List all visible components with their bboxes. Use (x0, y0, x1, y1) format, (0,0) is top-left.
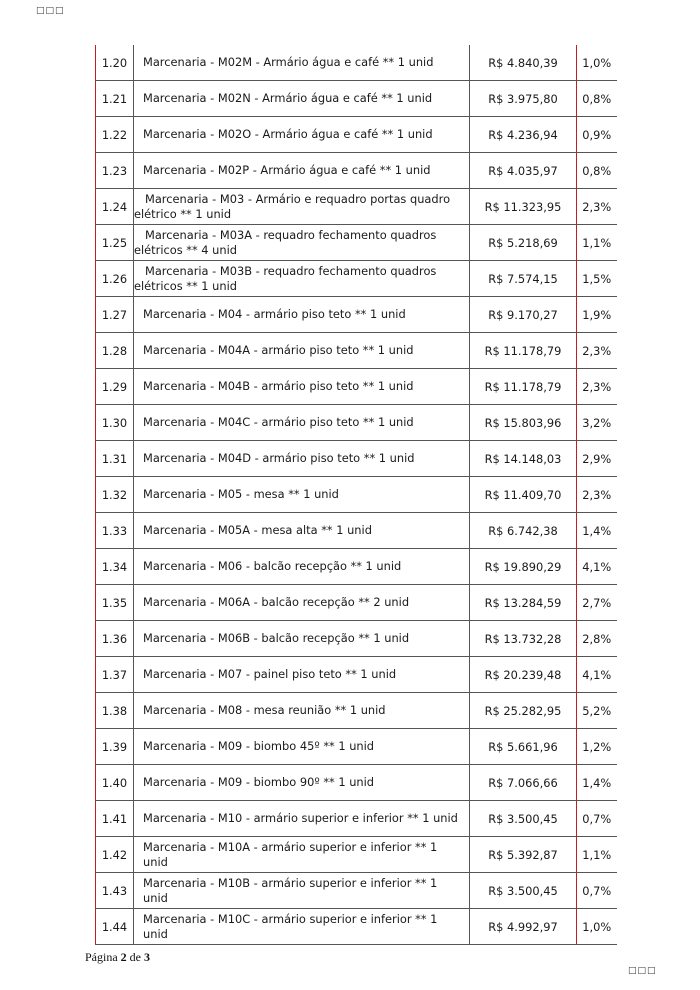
item-description-cell: Marcenaria - M09 - biombo 45º ** 1 unid (134, 729, 470, 765)
item-description-cell: Marcenaria - M03A - requadro fechamento quadros elétricos ** 4 unid (134, 225, 470, 261)
table-row (96, 297, 617, 333)
item-percentage-cell: 2,9% (577, 441, 617, 477)
item-percentage-cell: 2,8% (577, 621, 617, 657)
table-row (96, 441, 617, 477)
page-number-footer (85, 950, 150, 965)
item-price-cell: R$ 25.282,95 (470, 693, 577, 729)
table-row (96, 477, 617, 513)
item-price-cell: R$ 15.803,96 (470, 405, 577, 441)
item-number-cell: 1.41 (96, 801, 134, 837)
item-percentage-cell: 2,3% (577, 333, 617, 369)
item-percentage-cell: 4,1% (577, 657, 617, 693)
item-price-cell: R$ 5.218,69 (470, 225, 577, 261)
item-number-cell: 1.21 (96, 81, 134, 117)
item-description-cell: Marcenaria - M09 - biombo 90º ** 1 unid (134, 765, 470, 801)
item-number-cell: 1.32 (96, 477, 134, 513)
item-price-cell: R$ 11.178,79 (470, 369, 577, 405)
table-row (96, 369, 617, 405)
item-price-cell: R$ 4.035,97 (470, 153, 577, 189)
item-number-cell: 1.29 (96, 369, 134, 405)
item-percentage-cell: 1,1% (577, 837, 617, 873)
item-price-cell: R$ 6.742,38 (470, 513, 577, 549)
item-percentage-cell: 2,3% (577, 477, 617, 513)
item-number-cell: 1.36 (96, 621, 134, 657)
item-percentage-cell: 0,7% (577, 873, 617, 909)
item-description-cell: Marcenaria - M08 - mesa reunião ** 1 unid (134, 693, 470, 729)
item-price-cell: R$ 19.890,29 (470, 549, 577, 585)
item-percentage-cell: 1,1% (577, 225, 617, 261)
item-price-cell: R$ 4.992,97 (470, 909, 577, 945)
item-price-cell: R$ 5.661,96 (470, 729, 577, 765)
item-number-cell: 1.26 (96, 261, 134, 297)
item-number-cell: 1.34 (96, 549, 134, 585)
budget-items-table (95, 45, 617, 945)
item-number-cell: 1.33 (96, 513, 134, 549)
item-percentage-cell: 1,0% (577, 909, 617, 945)
item-price-cell: R$ 11.178,79 (470, 333, 577, 369)
total-pages-number: 3 (144, 950, 150, 964)
table-row (96, 873, 617, 909)
item-percentage-cell: 1,0% (577, 45, 617, 81)
item-percentage-cell: 0,7% (577, 801, 617, 837)
item-price-cell: R$ 4.840,39 (470, 45, 577, 81)
item-price-cell: R$ 7.574,15 (470, 261, 577, 297)
item-description-cell: Marcenaria - M04D - armário piso teto ** 1 unid (134, 441, 470, 477)
item-price-cell: R$ 4.236,94 (470, 117, 577, 153)
table-row (96, 405, 617, 441)
table-row (96, 513, 617, 549)
item-description-cell: Marcenaria - M02N - Armário água e café ** 1 unid (134, 81, 470, 117)
table-row (96, 909, 617, 945)
item-percentage-cell: 1,2% (577, 729, 617, 765)
table-row (96, 765, 617, 801)
item-percentage-cell: 4,1% (577, 549, 617, 585)
item-price-cell: R$ 3.500,45 (470, 873, 577, 909)
item-number-cell: 1.43 (96, 873, 134, 909)
item-description-cell: Marcenaria - M02O - Armário água e café ** 1 unid (134, 117, 470, 153)
table-body (96, 45, 617, 945)
item-price-cell: R$ 7.066,66 (470, 765, 577, 801)
table-row (96, 261, 617, 297)
table-row (96, 549, 617, 585)
item-price-cell: R$ 9.170,27 (470, 297, 577, 333)
item-description-cell: Marcenaria - M03 - Armário e requadro portas quadro elétrico ** 1 unid (134, 189, 470, 225)
item-number-cell: 1.39 (96, 729, 134, 765)
table-row (96, 837, 617, 873)
item-description-cell: Marcenaria - M05A - mesa alta ** 1 unid (134, 513, 470, 549)
item-description-cell: Marcenaria - M10C - armário superior e inferior ** 1 unid (134, 909, 470, 945)
item-description-cell: Marcenaria - M02M - Armário água e café ** 1 unid (134, 45, 470, 81)
table-row (96, 657, 617, 693)
item-price-cell: R$ 3.975,80 (470, 81, 577, 117)
item-description-cell: Marcenaria - M02P - Armário água e café ** 1 unid (134, 153, 470, 189)
item-percentage-cell: 2,7% (577, 585, 617, 621)
item-percentage-cell: 1,5% (577, 261, 617, 297)
item-price-cell: R$ 3.500,45 (470, 801, 577, 837)
item-percentage-cell: 0,8% (577, 81, 617, 117)
table-row (96, 801, 617, 837)
table-row (96, 693, 617, 729)
item-price-cell: R$ 20.239,48 (470, 657, 577, 693)
table-row (96, 729, 617, 765)
item-description-cell: Marcenaria - M04A - armário piso teto ** 1 unid (134, 333, 470, 369)
item-number-cell: 1.37 (96, 657, 134, 693)
page-word: Página (85, 950, 118, 964)
table-row (96, 153, 617, 189)
item-percentage-cell: 5,2% (577, 693, 617, 729)
item-number-cell: 1.42 (96, 837, 134, 873)
item-description-cell: Marcenaria - M04 - armário piso teto ** 1 unid (134, 297, 470, 333)
item-description-cell: Marcenaria - M10 - armário superior e inferior ** 1 unid (134, 801, 470, 837)
item-percentage-cell: 1,4% (577, 765, 617, 801)
item-percentage-cell: 1,9% (577, 297, 617, 333)
item-description-cell: Marcenaria - M03B - requadro fechamento quadros elétricos ** 1 unid (134, 261, 470, 297)
item-percentage-cell: 0,8% (577, 153, 617, 189)
table-row (96, 189, 617, 225)
item-number-cell: 1.20 (96, 45, 134, 81)
item-number-cell: 1.40 (96, 765, 134, 801)
table-row (96, 333, 617, 369)
item-description-cell: Marcenaria - M07 - painel piso teto ** 1 unid (134, 657, 470, 693)
item-percentage-cell: 2,3% (577, 189, 617, 225)
item-price-cell: R$ 13.284,59 (470, 585, 577, 621)
item-number-cell: 1.25 (96, 225, 134, 261)
item-price-cell: R$ 13.732,28 (470, 621, 577, 657)
item-price-cell: R$ 5.392,87 (470, 837, 577, 873)
item-number-cell: 1.23 (96, 153, 134, 189)
item-number-cell: 1.28 (96, 333, 134, 369)
footer-corner-mark: □□□ (628, 966, 657, 976)
item-number-cell: 1.31 (96, 441, 134, 477)
item-description-cell: Marcenaria - M10B - armário superior e inferior ** 1 unid (134, 873, 470, 909)
item-description-cell: Marcenaria - M06A - balcão recepção ** 2 unid (134, 585, 470, 621)
item-description-cell: Marcenaria - M04B - armário piso teto ** 1 unid (134, 369, 470, 405)
item-description-cell: Marcenaria - M05 - mesa ** 1 unid (134, 477, 470, 513)
item-percentage-cell: 3,2% (577, 405, 617, 441)
table-row (96, 621, 617, 657)
header-corner-mark: □□□ (36, 6, 65, 16)
item-number-cell: 1.30 (96, 405, 134, 441)
item-price-cell: R$ 11.323,95 (470, 189, 577, 225)
item-price-cell: R$ 14.148,03 (470, 441, 577, 477)
item-number-cell: 1.22 (96, 117, 134, 153)
item-percentage-cell: 1,4% (577, 513, 617, 549)
item-number-cell: 1.38 (96, 693, 134, 729)
item-percentage-cell: 2,3% (577, 369, 617, 405)
table-row (96, 81, 617, 117)
item-price-cell: R$ 11.409,70 (470, 477, 577, 513)
item-number-cell: 1.44 (96, 909, 134, 945)
of-word: de (129, 950, 141, 964)
item-description-cell: Marcenaria - M10A - armário superior e inferior ** 1 unid (134, 837, 470, 873)
table-row (96, 225, 617, 261)
table-row (96, 585, 617, 621)
item-number-cell: 1.24 (96, 189, 134, 225)
item-percentage-cell: 0,9% (577, 117, 617, 153)
table-row (96, 117, 617, 153)
item-description-cell: Marcenaria - M06 - balcão recepção ** 1 unid (134, 549, 470, 585)
current-page-number: 2 (120, 950, 127, 964)
item-number-cell: 1.35 (96, 585, 134, 621)
table-row (96, 45, 617, 81)
item-description-cell: Marcenaria - M04C - armário piso teto ** 1 unid (134, 405, 470, 441)
item-number-cell: 1.27 (96, 297, 134, 333)
item-description-cell: Marcenaria - M06B - balcão recepção ** 1 unid (134, 621, 470, 657)
